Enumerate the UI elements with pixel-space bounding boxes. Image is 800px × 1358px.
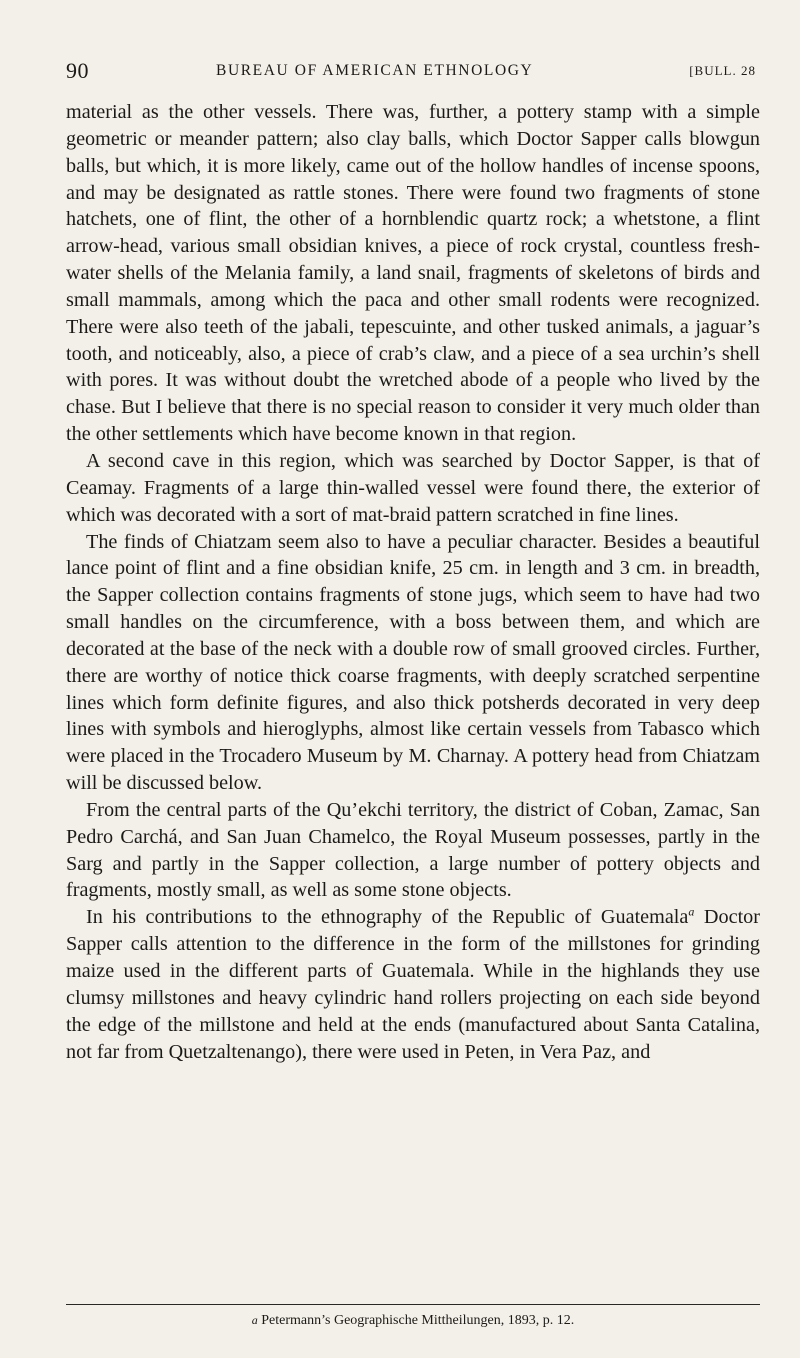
paragraph-millstones-rest: Doctor Sapper calls attention to the difference in the form of the millstones for grinding maize used in the different parts of Guatemala. While in the highlands they use clumsy millstones and heavy cylindric hand rollers projecting on each side beyond the edge of the millstone and held at the ends (manufactured about Santa Catalina, not far from Quetzaltenango), there were used in Peten, in Vera Paz, and xyxy=(66,906,760,1063)
footnote-marker: a xyxy=(251,1313,258,1327)
paragraph-coban-district: From the central parts of the Qu’ekchi territory, the district of Coban, Zamac, San Pedro Carchá, and San Juan Chamelco, the Royal Museum possesses, partly in the Sarg and partly in the Sapper collection, a large number of pottery objects and fragments, mostly small, as well as some stone objects. xyxy=(66,798,760,902)
footnote xyxy=(66,1313,760,1329)
paragraph-millstones xyxy=(66,904,760,1065)
paragraph-chiatzam-finds: The finds of Chiatzam seem also to have a peculiar character. Besides a beautiful lance point of flint and a fine obsidian knife, 25 cm. in length and 3 cm. in breadth, the Sapper collection contains fragments of stone jugs, which seem to have had two small handles on the circumference, with a boss between them, and which are decorated at the base of the neck with a double row of small grooved circles. Further, there are worthy of notice thick coarse fragments, with deeply scratched serpentine lines which form definite figures, and also thick potsherds decorated in very deep lines with symbols and hieroglyphs, almost like certain vessels from Tabasco which were placed in the Trocadero Museum by M. Charnay. A pottery head from Chiatzam will be discussed below. xyxy=(66,530,760,795)
paragraph-ceamay-cave: A second cave in this region, which was searched by Doctor Sapper, is that of Ceamay. Fragments of a large thin-walled vessel were found there, the exterior of which was decorated with a sort of mat-braid pattern scratched in fine lines. xyxy=(66,449,760,526)
running-title: BUREAU OF AMERICAN ETHNOLOGY xyxy=(216,62,534,79)
page-number: 90 xyxy=(66,58,89,83)
footnote-divider xyxy=(66,1304,760,1305)
footnote-text: Petermann’s Geographische Mittheilungen, 1893, p. 12. xyxy=(261,1313,575,1328)
paragraph-millstones-start: In his contributions to the ethnography of the Republic of Guatemala xyxy=(86,906,689,929)
footnote-reference-marker[interactable]: a xyxy=(688,904,695,919)
body-text xyxy=(66,99,760,1065)
page-header xyxy=(66,58,760,88)
book-page xyxy=(66,0,760,1358)
paragraph-continued: material as the other vessels. There was, further, a pottery stamp with a simple geometric or meander pattern; also clay balls, which Doctor Sapper calls blowgun balls, but which, it is more likely, came out of the hollow handles of incense spoons, and may be designated as rattle stones. There were found two fragments of stone hatchets, one of flint, the other of a hornblendic quartz rock; a whetstone, a flint arrow-head, various small obsidian knives, a piece of rock crystal, countless fresh-water shells of the Melania family, a land snail, fragments of skeletons of birds and small mammals, among which the paca and other small rodents were recognized. There were also teeth of the jabali, tepescuinte, and other tusked animals, a jaguar’s tooth, and noticeably, also, a piece of crab’s claw, and a piece of a sea urchin’s shell with pores. It was without doubt the wretched abode of a people who lived by the chase. But I believe that there is no special reason to consider it very much older than the other settlements which have become known in that region. xyxy=(66,101,760,446)
bulletin-reference: [BULL. 28 xyxy=(689,63,756,78)
